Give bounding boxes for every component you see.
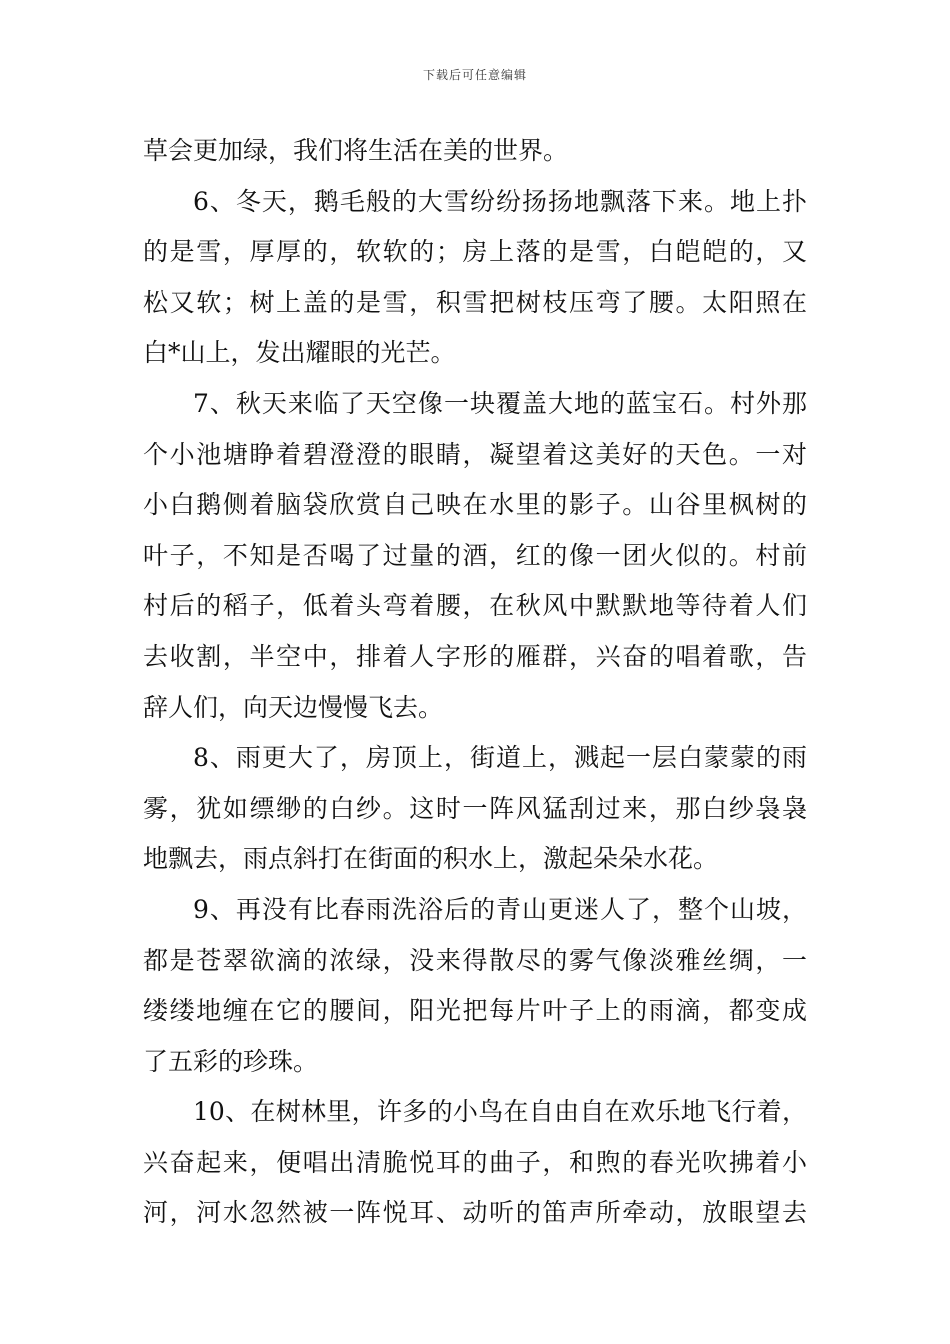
text-line: 6、冬天，鹅毛般的大雪纷纷扬扬地飘落下来。地上扑	[193, 186, 807, 216]
text-line: 小白鹅侧着脑袋欣赏自己映在水里的影子。山谷里枫树的	[143, 490, 807, 520]
text-line: 草会更加绿，我们将生活在美的世界。	[143, 136, 569, 165]
text-line: 松又软；树上盖的是雪，积雪把树枝压弯了腰。太阳照在	[143, 287, 807, 317]
paragraph-item-6	[143, 177, 807, 379]
text-line: 白*山上，发出耀眼的光芒。	[143, 338, 456, 368]
text-line: 地飘去，雨点斜打在街面的积水上，激起朵朵水花。	[143, 844, 719, 874]
text-line: 7、秋天来临了天空像一块覆盖大地的蓝宝石。村外那	[193, 388, 807, 418]
document-body	[143, 126, 807, 1239]
text-line: 兴奋起来，便唱出清脆悦耳的曲子，和煦的春光吹拂着小	[143, 1147, 807, 1177]
page-header-note: 下载后可任意编辑	[422, 68, 527, 82]
text-line: 去收割，半空中，排着人字形的雁群，兴奋的唱着歌，告	[143, 641, 807, 671]
text-line: 9、再没有比春雨洗浴后的青山更迷人了，整个山坡，	[193, 894, 807, 924]
text-line: 了五彩的珍珠。	[143, 1046, 319, 1076]
text-line: 的是雪，厚厚的，软软的；房上落的是雪，白皑皑的，又	[143, 237, 807, 267]
paragraph-continuation	[143, 126, 807, 177]
paragraph-item-7	[143, 379, 807, 733]
text-line: 缕缕地缠在它的腰间，阳光把每片叶子上的雨滴，都变成	[143, 996, 807, 1026]
text-line: 叶子，不知是否喝了过量的酒，红的像一团火似的。村前	[143, 540, 807, 570]
paragraph-item-10	[143, 1087, 807, 1239]
text-line: 河，河水忽然被一阵悦耳、动听的笛声所牵动，放眼望去	[143, 1198, 807, 1228]
paragraph-item-9	[143, 885, 807, 1087]
text-line: 雾，犹如缥缈的白纱。这时一阵风猛刮过来，那白纱袅袅	[143, 793, 807, 823]
text-line: 都是苍翠欲滴的浓绿，没来得散尽的雾气像淡雅丝绸，一	[143, 945, 807, 975]
text-line: 村后的稻子，低着头弯着腰，在秋风中默默地等待着人们	[143, 591, 807, 621]
text-line: 10、在树林里，许多的小鸟在自由自在欢乐地飞行着，	[193, 1097, 807, 1127]
text-line: 辞人们，向天边慢慢飞去。	[143, 692, 444, 722]
text-line: 8、雨更大了，房顶上，街道上，溅起一层白蒙蒙的雨	[193, 743, 807, 773]
paragraph-item-8	[143, 733, 807, 885]
text-line: 个小池塘睁着碧澄澄的眼睛，凝望着这美好的天色。一对	[143, 439, 807, 469]
